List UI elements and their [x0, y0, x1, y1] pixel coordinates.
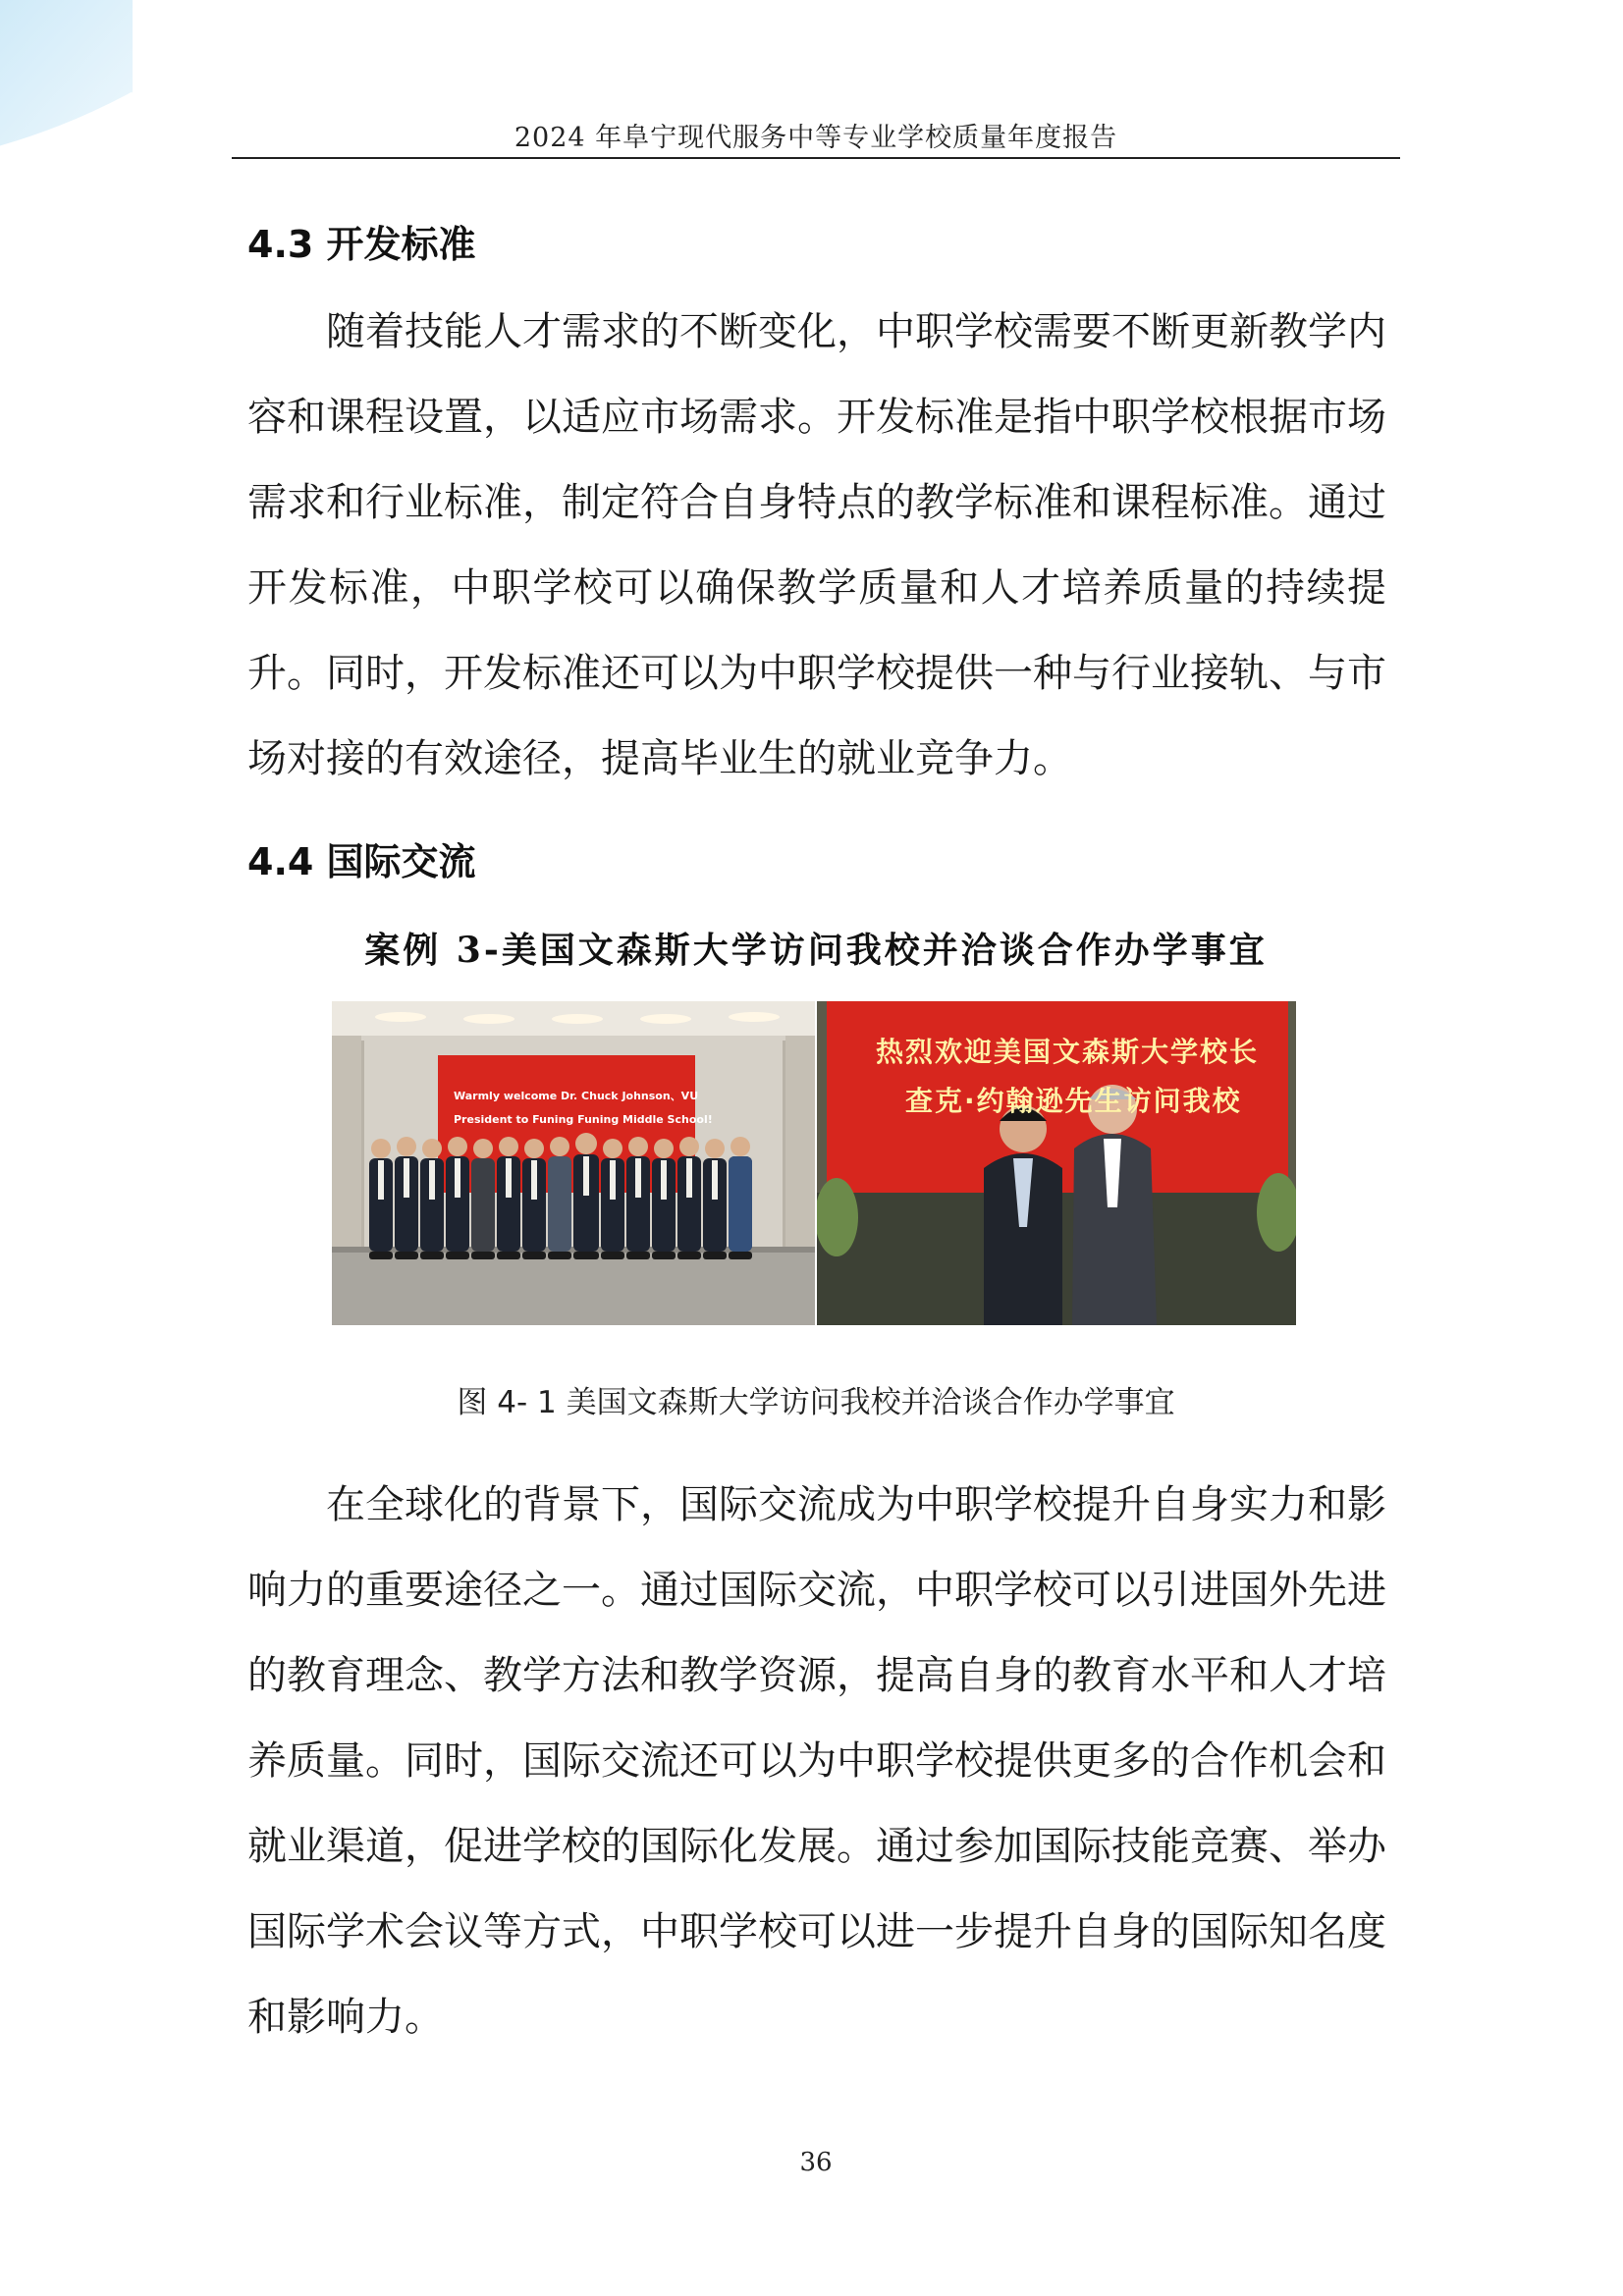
left-banner-line-1: Warmly welcome Dr. Chuck Johnson、VU [454, 1090, 699, 1102]
handshake-photo [817, 1001, 1296, 1325]
right-banner-line-1: 热烈欢迎美国文森斯大学校长 [876, 1036, 1260, 1068]
case-title: 案例 3-美国文森斯大学访问我校并洽谈合作办学事宜 [364, 930, 1268, 971]
section-heading-4-3: 4.3 开发标准 [247, 223, 476, 266]
group-photo [332, 1001, 815, 1325]
right-banner-line-2: 查克·约翰逊先生访问我校 [905, 1085, 1242, 1117]
left-banner-line-2: President to Funing Funing Middle School! [454, 1113, 713, 1126]
page-number: 36 [799, 2148, 833, 2177]
corner-decoration [0, 0, 147, 167]
figure-caption: 图 4- 1 美国文森斯大学访问我校并洽谈合作办学事宜 [457, 1385, 1175, 1420]
section-4-3-paragraph: 随着技能人才需求的不断变化，中职学校需要不断更新教学内容和课程设置，以适应市场需求。开发标准是指中职学校根据市场需求和行业标准，制定符合自身特点的教学标准和课程标准。通过开发标准，中职学校可以确保教学质量和人才培养质量的持续提升。同时，开发标准还可以为中职学校提供一种与行业接轨、与市场对接的有效途径，提高毕业生的就业竞争力。 [247, 309, 1386, 781]
running-header-title: 2024 年阜宁现代服务中等专业学校质量年度报告 [514, 123, 1118, 153]
header-divider [232, 157, 1400, 159]
section-4-4-paragraph: 在全球化的背景下，国际交流成为中职学校提升自身实力和影响力的重要途径之一。通过国际交流，中职学校可以引进国外先进的教育理念、教学方法和教学资源，提高自身的教育水平和人才培养质量。同时，国际交流还可以为中职学校提供更多的合作机会和就业渠道，促进学校的国际化发展。通过参加国际技能竞赛、举办国际学术会议等方式，中职学校可以进一步提升自身的国际知名度和影响力。 [247, 1482, 1386, 2040]
section-heading-4-4: 4.4 国际交流 [247, 840, 476, 883]
